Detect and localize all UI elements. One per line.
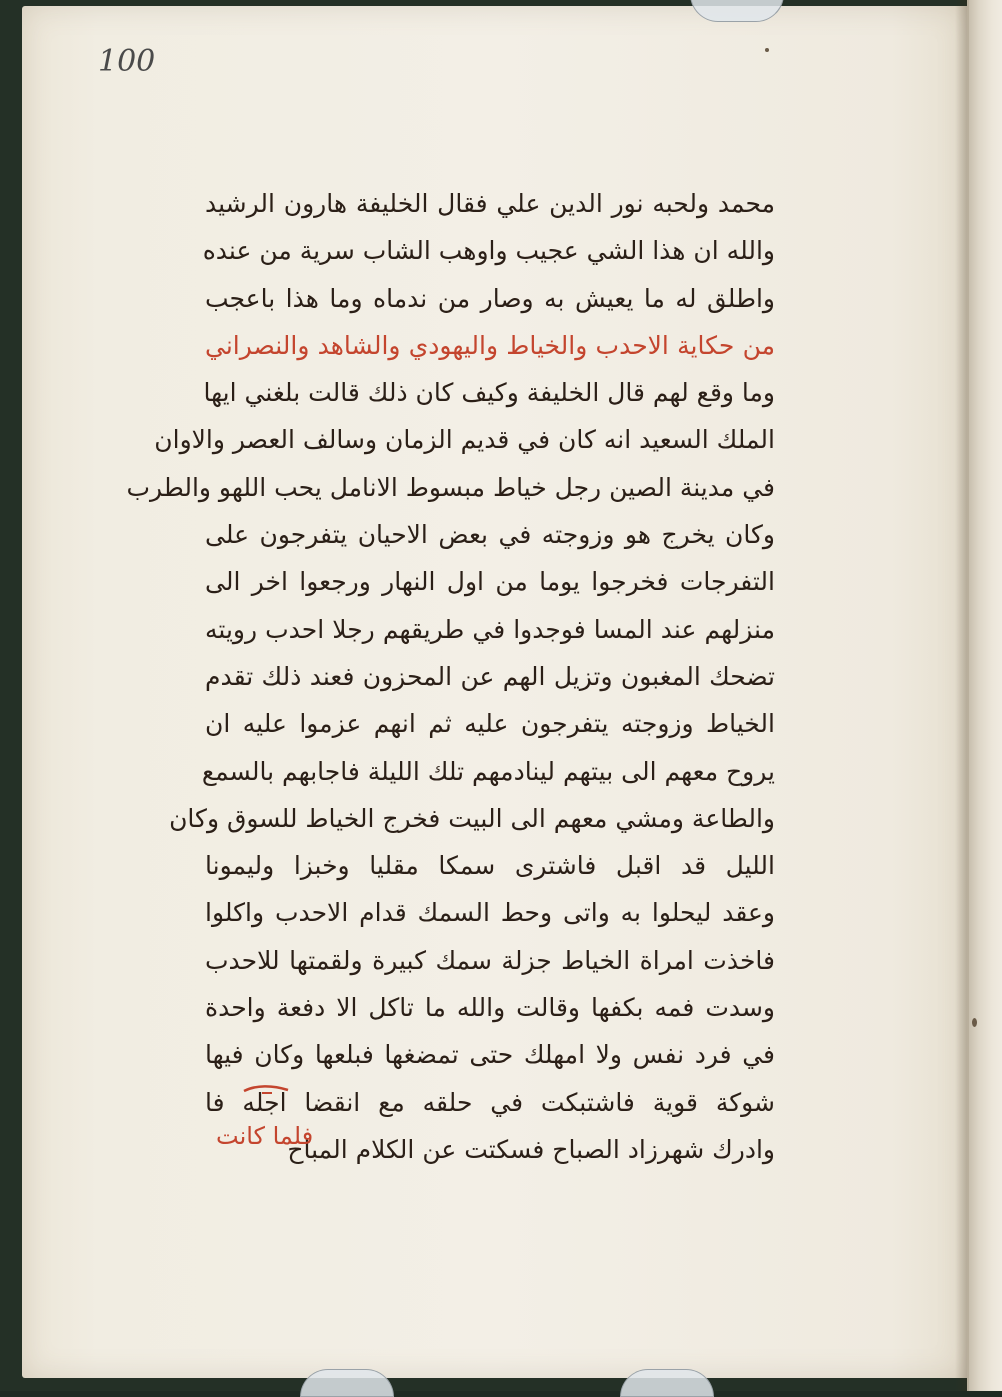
text-line: فاخذت امراة الخياط جزلة سمك كبيرة ولقمتها للاحدب: [205, 945, 775, 975]
text-line: منزلهم عند المسا فوجدوا في طريقهم رجلا احدب رويته: [205, 614, 775, 644]
rubric-heading: من حكاية الاحدب والخياط واليهودي والشاهد والنصراني: [205, 330, 775, 360]
page-clip: [300, 1369, 394, 1397]
page-clip: [620, 1369, 714, 1397]
facing-page-edge: [967, 0, 1002, 1391]
text-line: وعقد ليحلوا به واتى وحط السمك قدام الاحدب واكلوا: [205, 898, 775, 928]
text-line: تضحك المغبون وتزيل الهم عن المحزون فعند ذلك تقدم: [205, 661, 775, 691]
text-line: وادرك شهرزاد الصباح فسكتت عن الكلام المباح: [287, 1134, 775, 1164]
text-line: في مدينة الصين رجل خياط مبسوط الانامل يحب اللهو والطرب: [126, 472, 775, 502]
text-line: يروح معهم الى بيتهم لينادمهم تلك الليلة فاجابهم بالسمع: [201, 756, 775, 786]
text-line: والطاعة ومشي معهم الى البيت فخرج الخياط للسوق وكان: [169, 803, 775, 833]
text-line: شوكة قوية فاشتبكت في حلقه مع انقضا اجله فا: [205, 1087, 775, 1117]
red-end-mark: [242, 1082, 290, 1096]
text-line: وسدت فمه بكفها وقالت والله ما تاكل الا دفعة واحدة: [205, 993, 775, 1023]
text-line: والله ان هذا الشي عجيب واوهب الشاب سرية من عنده: [202, 236, 775, 266]
text-line: في فرد نفس ولا امهلك حتى تمضغها فبلعها وكان فيها: [205, 1040, 775, 1070]
text-line: التفرجات فخرجوا يوما من اول النهار ورجعوا اخر الى: [205, 567, 775, 597]
text-line: واطلق له ما يعيش به وصار من ندماه وما هذا باعجب: [205, 283, 775, 313]
text-line: محمد ولحبه نور الدين علي فقال الخليفة هارون الرشيد: [205, 189, 775, 218]
text-line: الخياط وزوجته يتفرجون عليه ثم انهم عزموا عليه ان: [205, 709, 775, 739]
catchword: فلما كانت: [216, 1122, 314, 1150]
manuscript-text: [126, 180, 775, 1173]
text-line: وما وقع لهم قال الخليفة وكيف كان ذلك قالت بلغني ايها: [203, 378, 775, 408]
text-line: الليل قد اقبل فاشترى سمكا مقليا وخبزا وليمونا: [205, 851, 775, 881]
text-line: الملك السعيد انه كان في قديم الزمان وسالف العصر والاوان: [154, 425, 775, 455]
folio-number: 100: [98, 44, 156, 79]
text-line: وكان يخرج هو وزوجته في بعض الاحيان يتفرجون على: [205, 520, 775, 550]
